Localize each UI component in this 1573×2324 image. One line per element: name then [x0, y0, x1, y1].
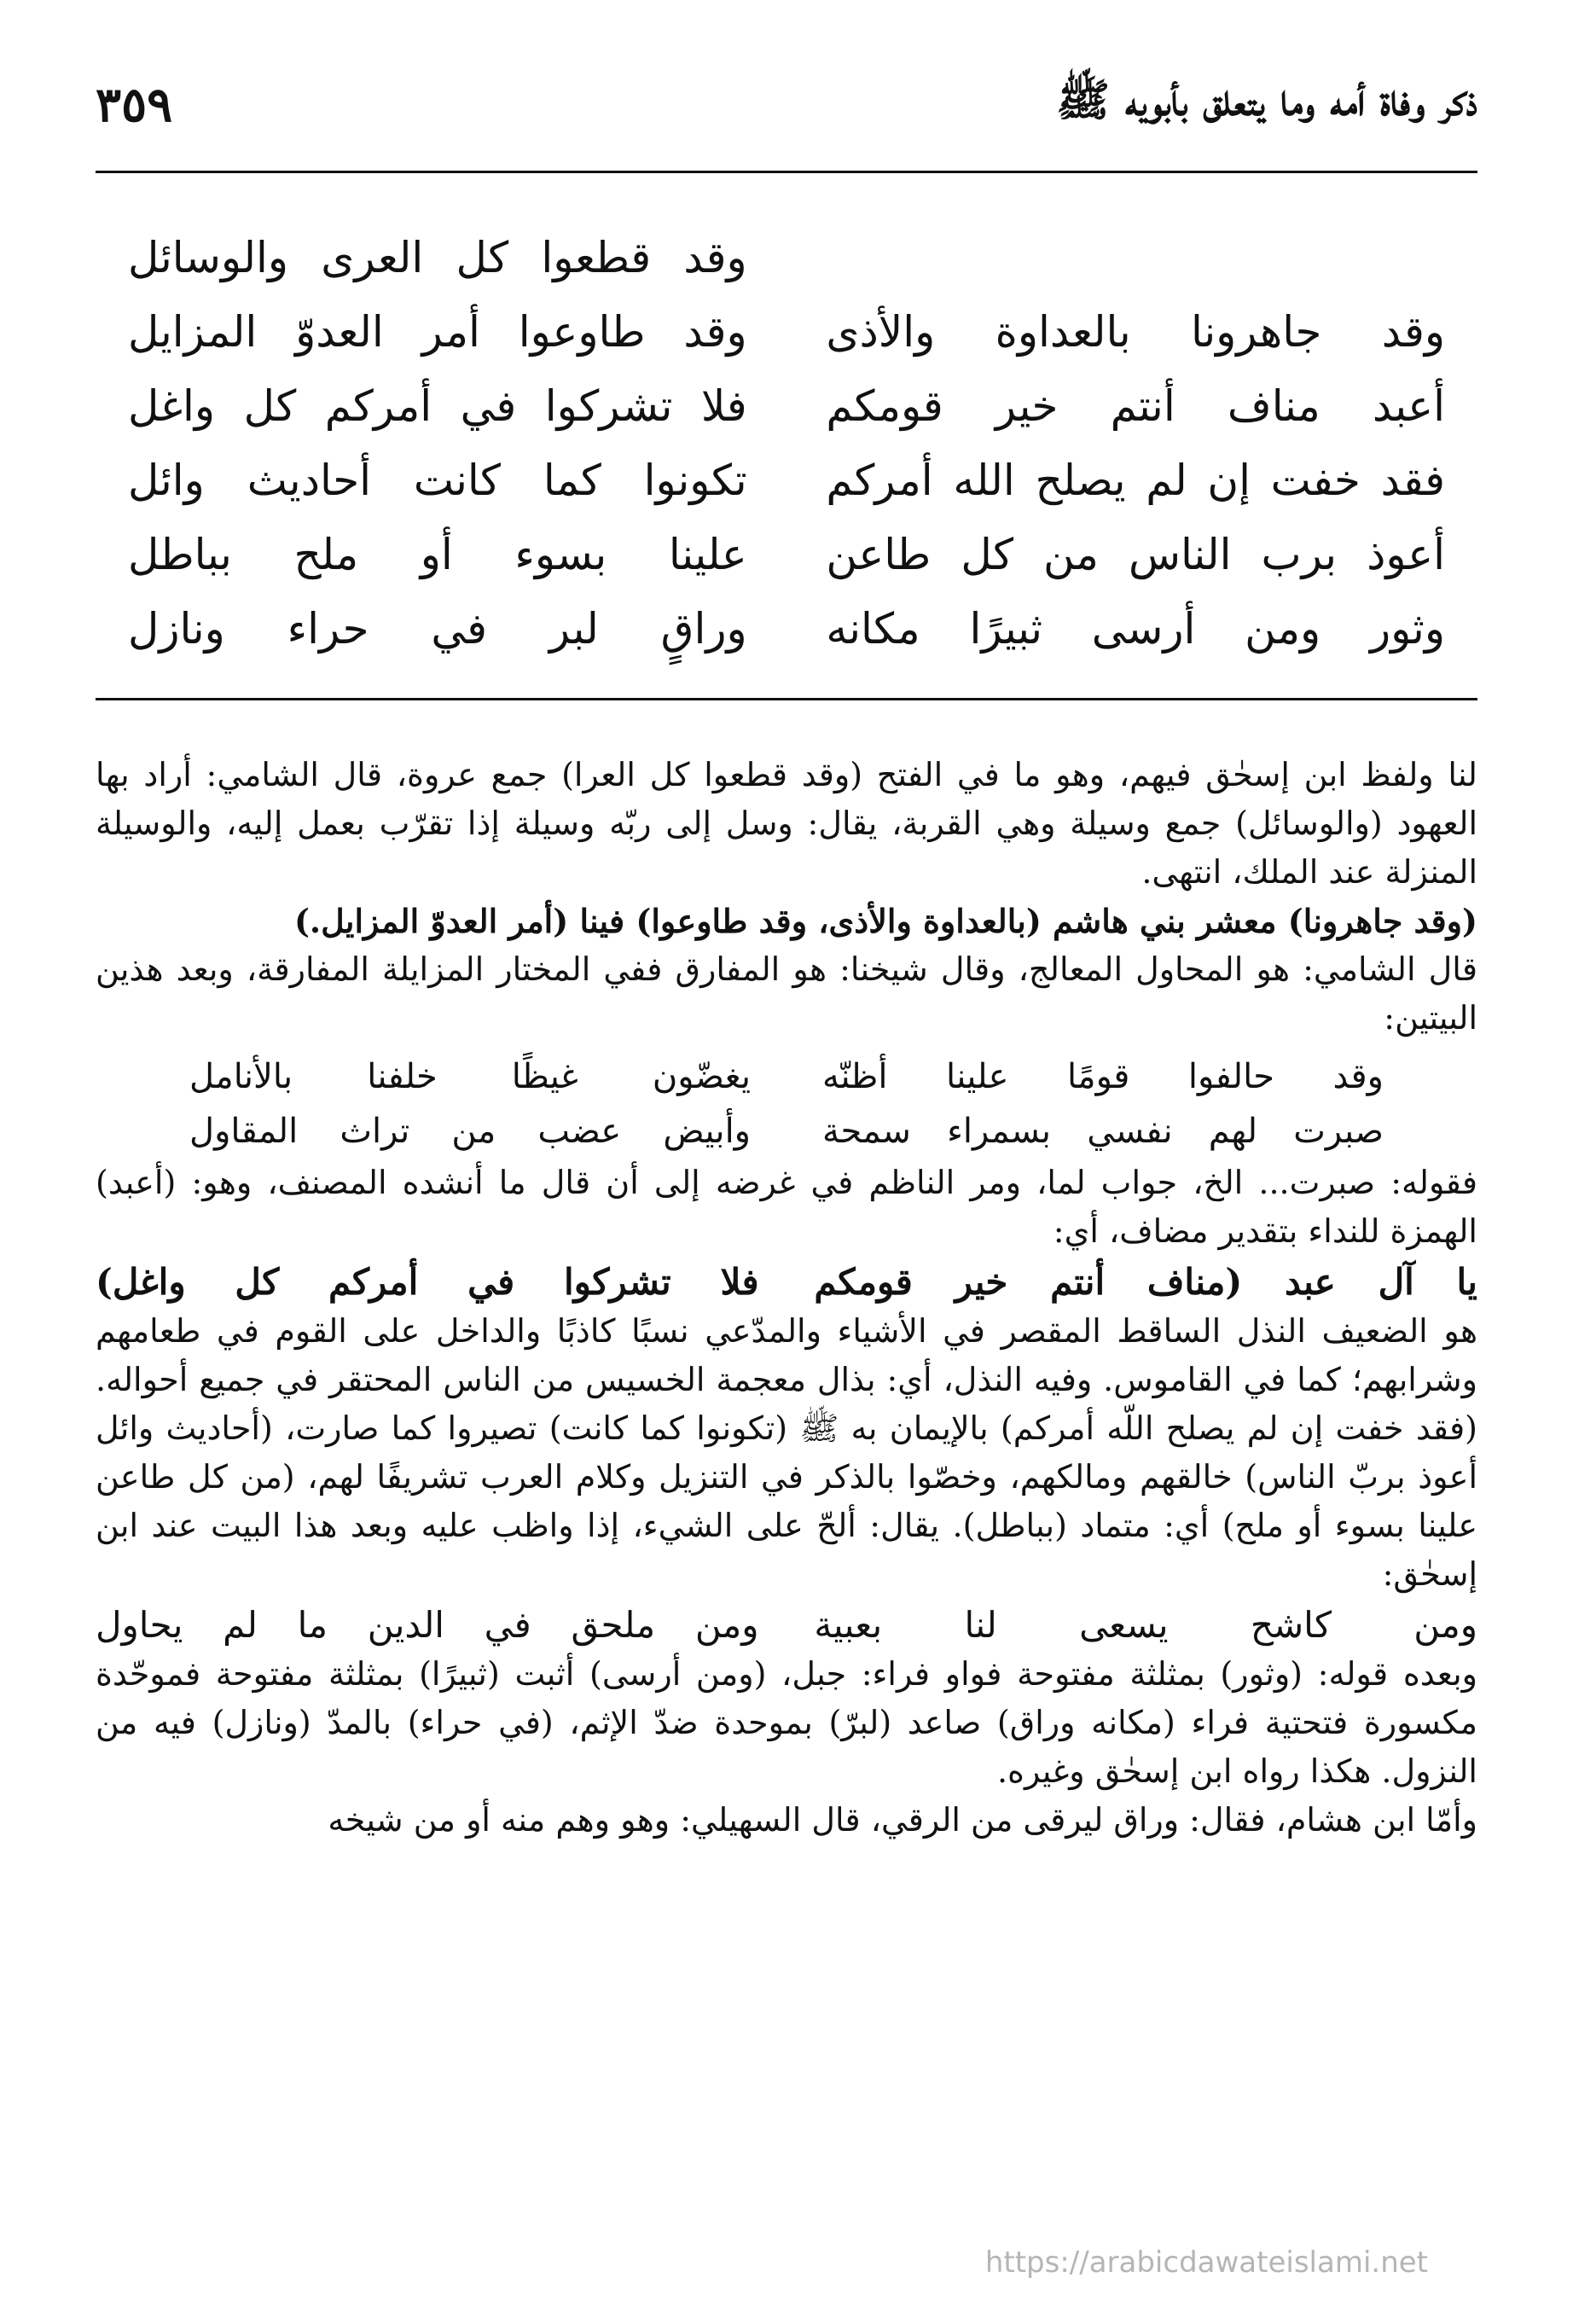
poem-hemistich-right: فقد خفت إن لم يصلح الله أمركم: [826, 455, 1445, 505]
poem-verse: [128, 591, 1445, 665]
commentary-paragraph: هو الضعيف النذل الساقط المقصر في الأشياء والمدّعي نسبًا كاذبًا والداخل على القوم في طعامهم وشرابهم؛ كما في القاموس. وفيه النذل، أي: بذال معجمة الخسيس من الناس المحتقر في جميع أحواله. (فقد خفت إن لم يصلح اللّه أمركم) بالإيمان به ﷺ (تكونوا كما كانت) تصيروا كما صارت، (أحاديث وائل أعوذ بربّ الناس) خالقهم ومالكهم، وخصّوا بالذكر في التنزيل وكلام العرب تشريفًا لهم، (من كل طاعن علينا بسوء أو ملح) أي: متماد (بباطل). يقال: ألحّ على الشيء، إذا واظب عليه وبعد هذا البيت عند ابن إسحٰق:: [96, 1312, 1477, 1593]
inner-hemistich-right: وقد حالفوا قومًا علينا أظنّه: [822, 1057, 1384, 1096]
commentary-paragraph: قال الشامي: هو المحاول المعالج، وقال شيخنا: هو المفارق ففي المختار المزايلة المفارقة، وبعد هذين البيتين:: [96, 950, 1477, 1037]
commentary-paragraph: فقوله: صبرت... الخ، جواب لما، ومر الناظم في غرضه إلى أن قال ما أنشده المصنف، وهو: (أعبد) الهمزة للنداء بتقدير مضاف، أي:: [96, 1164, 1477, 1250]
poem-hemistich-left: وقد قطعوا كل العرى والوسائل: [128, 232, 747, 282]
page-header: [96, 67, 1477, 143]
poem-hemistich-right: وقد جاهرونا بالعداوة والأذى: [826, 306, 1445, 357]
poem-verse: [128, 294, 1445, 369]
quoted-hemistich-right: ومن كاشح يسعى لنا بعبية: [814, 1603, 1477, 1646]
commentary-paragraph: لنا ولفظ ابن إسحٰق فيهم، وهو ما في الفتح (وقد قطعوا كل العرا) جمع عروة، قال الشامي: أراد بها العهود (والوسائل) جمع وسيلة وهي القربة، يقال: وسل إلى ربّه وسيلة إذا تقرّب بعمل إليه، والوسيلة المنزلة عند الملك، انتهى.: [96, 756, 1477, 891]
poem-verse: [128, 220, 1445, 294]
poem-hemistich-left: تكونوا كما كانت أحاديث وائل: [128, 455, 747, 505]
poem-hemistich-left: فلا تشركوا في أمركم كل واغل: [128, 381, 747, 431]
inner-poem: [189, 1049, 1384, 1159]
commentary: [96, 751, 1477, 1845]
poem-hemistich-left: وراقٍ لبر في حراء ونازل: [128, 603, 747, 654]
commentary-paragraph: وبعده قوله: (وثور) بمثلثة مفتوحة فواو فراء: جبل، (ومن أرسى) أثبت (ثبيرًا) بمثلثة مفتوحة فموحّدة مكسورة فتحتية فراء (مكانه وراق) صاعد (لبرّ) بموحدة ضدّ الإثم، (في حراء) بالمدّ (ونازل) فيه من النزول. هكذا رواه ابن إسحٰق وغيره.: [96, 1655, 1477, 1790]
commentary-paragraph: وأمّا ابن هشام، فقال: وراق ليرقى من الرقي، قال السهيلي: وهو وهم منه أو من شيخه: [328, 1801, 1477, 1839]
poem-rule: [96, 698, 1477, 700]
watermark-url: https://arabicdawateislami.net: [984, 2246, 1428, 2280]
poem-hemistich-right: وثور ومن أرسى ثبيرًا مكانه: [826, 603, 1445, 654]
poem-hemistich-right: أعبد مناف أنتم خير قومكم: [826, 381, 1445, 431]
quoted-hemistich-left: فلا تشركوا في أمركم كل واغل): [96, 1260, 759, 1303]
inner-verse: [189, 1049, 1384, 1104]
poem-hemistich-right: أعوذ برب الناس من كل طاعن: [826, 529, 1445, 579]
poem-hemistich-left: علينا بسوء أو ملح بباطل: [128, 529, 747, 579]
inner-hemistich-right: صبرت لهم نفسي بسمراء سمحة: [822, 1112, 1384, 1151]
main-poem: [128, 220, 1445, 665]
inner-hemistich-left: يغضّون غيظًا خلفنا بالأنامل: [189, 1057, 751, 1096]
poem-hemistich-left: وقد طاوعوا أمر العدوّ المزايل: [128, 306, 747, 357]
commentary-paragraph: (وقد جاهرونا) معشر بني هاشم (بالعداوة والأذى، وقد طاوعوا) فينا (أمر العدوّ المزايل.): [293, 902, 1477, 940]
inner-hemistich-left: وأبيض عضب من تراث المقاول: [189, 1112, 751, 1151]
quoted-verse: [96, 1599, 1477, 1650]
page-number: ٣٥٩: [96, 77, 173, 133]
poem-verse: [128, 517, 1445, 591]
poem-verse: [128, 443, 1445, 517]
quoted-hemistich-left: ومن ملحق في الدين ما لم يحاول: [96, 1603, 759, 1646]
running-title: ذكر وفاة أمه وما يتعلق بأبويه ﷺ: [1056, 73, 1477, 126]
quoted-hemistich-right: يا آل عبد (مناف أنتم خير قومكم: [814, 1260, 1477, 1303]
poem-verse: [128, 369, 1445, 443]
header-rule: [96, 171, 1477, 173]
inner-verse: [189, 1104, 1384, 1159]
quoted-verse: [96, 1256, 1477, 1307]
